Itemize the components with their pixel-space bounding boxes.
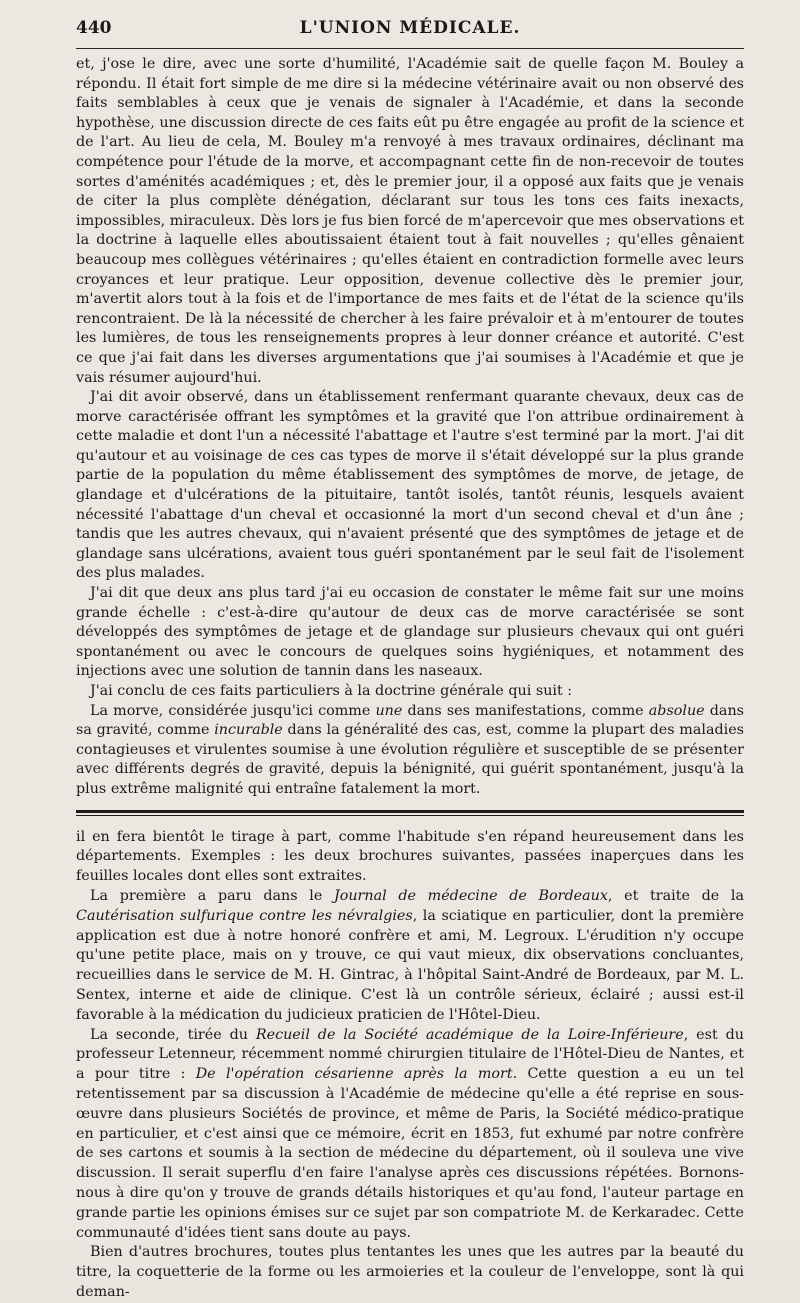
text-run: . Cette question a eu un tel retentissement par sa discussion à l'Académie de médecine qu'elle a été reprise en sous-œuvre dans plusieurs Sociétés de province, et même de Paris, la Société médico-pratique en particulier, et c'est ainsi que ce mémoire, écrit en 1853, fut exhumé par notre confrère de ses cartons et soumis à la section de médecine du département, où il souleva une vive discussion. Il serait superflu d'en faire l'analyse après ces discussions répétées. Bornons-nous à dire qu'on y trouve de grands détails historiques et qu'au fond, l'auteur partage en grande partie les opinions émises sur ce sujet par son compatriote M. de Kerkaradec. Cette communauté d'idées tient sans doute au pays.	[76, 1066, 744, 1241]
paragraph: J'ai dit que deux ans plus tard j'ai eu occasion de constater le même fait sur une moins grande échelle : c'est-à-dire qu'autour de deux cas de morve caractérisée se sont développés des symptômes de jetage et de glandage sur plusieurs chevaux qui ont guéri spontanément ou avec le concours de quelques soins hygiéniques, et notamment des injections avec une solution de tannin dans les naseaux.	[76, 585, 744, 680]
paragraph-doctrine	[76, 702, 744, 800]
text-run: La première a paru dans le	[90, 887, 334, 904]
journal-title: L'UNION MÉDICALE.	[299, 18, 521, 38]
italic-run: Cautérisation sulfurique contre les névralgies	[76, 907, 413, 924]
italic-run: Recueil de la Société académique de la Loire-Inférieure	[255, 1026, 684, 1043]
text-run: , est du professeur Letenneur, récemment nommé chirurgien titulaire de l'Hôtel-Dieu de Nantes, et a pour titre :	[76, 1026, 744, 1083]
paragraph: J'ai dit avoir observé, dans un établissement renfermant quarante chevaux, deux cas de morve caractérisée offrant les symptômes et la gravité que l'on attribue ordinairement à cette maladie et dont l'un a nécessité l'abattage et l'autre s'est terminé par la mort. J'ai dit qu'autour et au voisinage de ces cas types de morve il s'était développé sur la plus grande partie de la population du même établissement des symptômes de morve, de jetage, de glandage et d'ulcérations de la pituitaire, tantôt isolés, tantôt réunis, lesquels avaient nécessité l'abattage d'un cheval et occasionné la mort d'un second cheval et d'un âne ; tandis que les autres chevaux, qui n'avaient présenté que des symptômes de jetage et de glandage sans ulcérations, avaient tous guéri spontanément par le seul fait de l'isolement des plus malades.	[76, 389, 744, 582]
paragraph	[76, 887, 744, 1026]
section-divider	[76, 810, 744, 816]
text-run: , la sciatique en particulier, dont la première application est due à notre honoré confrère et ami, M. Legroux. L'érudition n'y occupe qu'une petite place, mais on y trouve, ce qui vaut mieux, dix observations concluantes, recueillies dans le service de M. H. Gintrac, à l'hôpital Saint-André de Bordeaux, par M. L. Sentex, interne et aide de clinique. C'est là un contrôle sérieux, éclairé ; aussi est-il favorable à la médication du judicieux praticien de l'Hôtel-Dieu.	[76, 907, 744, 1023]
text-run: , et traite de la	[607, 887, 744, 904]
text-run: La seconde, tirée du	[90, 1026, 256, 1043]
paragraph: Bien d'autres brochures, toutes plus tentantes les unes que les autres par la beauté du titre, la coquetterie de la forme ou les armoieries et la couleur de l'enveloppe, sont là qui deman-	[76, 1244, 744, 1300]
paragraph: et, j'ose le dire, avec une sorte d'humilité, l'Académie sait de quelle façon M. Bouley a répondu. Il était fort simple de me dire si la médecine vétérinaire avait ou non observé des faits semblables à ceux que je venais de signaler à l'Académie, et dans la seconde hypothèse, une discussion directe de ces faits eût pu être engagée au profit de la science et de l'art. Au lieu de cela, M. Bouley m'a renvoyé à mes travaux ordinaires, déclinant ma compétence pour l'étude de la morve, et accompagnant cette fin de non-recevoir de toutes sortes d'aménités académiques ; et, dès le premier jour, il a opposé aux faits que je venais de citer la plus complète dénégation, déclarant sur tous les tons ces faits inexacts, impossibles, miraculeux. Dès lors je fus bien forcé de m'apercevoir que mes observations et la doctrine à laquelle elles aboutissaient étaient tout à fait nouvelles ; qu'elles gênaient beaucoup mes collègues vétérinaires ; qu'elles étaient en contradiction formelle avec leurs croyances et leur pratique. Leur opposition, devenue collective dès le premier jour, m'avertit alors tout à la fois et de l'importance de mes faits et de l'état de la science qu'ils rencontraient. De là la nécessité de chercher à les faire prévaloir et à m'entourer de toutes les lumières, de tous les renseignements propres à leur donner créance et autorité. C'est ce que j'ai fait dans les diverses argumentations que j'ai soumises à l'Académie et que je vais résumer aujourd'hui.	[76, 56, 744, 386]
paragraph: il en fera bientôt le tirage à part, comme l'habitude s'en répand heureusement dans les départements. Exemples : les deux brochures suivantes, passées inaperçues dans les feuilles locales dont elles sont extraites.	[76, 828, 744, 885]
main-text	[76, 55, 744, 800]
page-number: 440	[76, 18, 112, 38]
italic-run: incurable	[214, 722, 283, 739]
running-head	[76, 18, 744, 49]
text-run: dans sa gravité, comme	[76, 702, 744, 739]
paragraph	[76, 1026, 744, 1244]
text-run: dans la généralité des cas, est, comme la plupart des maladies contagieuses et virulentes soumise à une évolution régulière et susceptible de se présenter avec différents degrés de gravité, depuis la bénignité, qui guérit spontanément, jusqu'à la plus extrême malignité qui entraîne fatalement la mort.	[76, 722, 744, 797]
paragraph: J'ai conclu de ces faits particuliers à la doctrine générale qui suit :	[90, 683, 573, 699]
italic-run: Journal de médecine de Bordeaux	[333, 887, 608, 904]
feuilleton-text	[76, 828, 744, 1303]
text-run: dans ses manifestations, comme	[402, 702, 649, 719]
italic-run: De l'opération césarienne après la mort	[195, 1066, 513, 1083]
text-run: La morve, considérée jusqu'ici comme	[90, 702, 376, 719]
italic-run: absolue	[648, 702, 705, 719]
italic-run: une	[375, 702, 403, 719]
